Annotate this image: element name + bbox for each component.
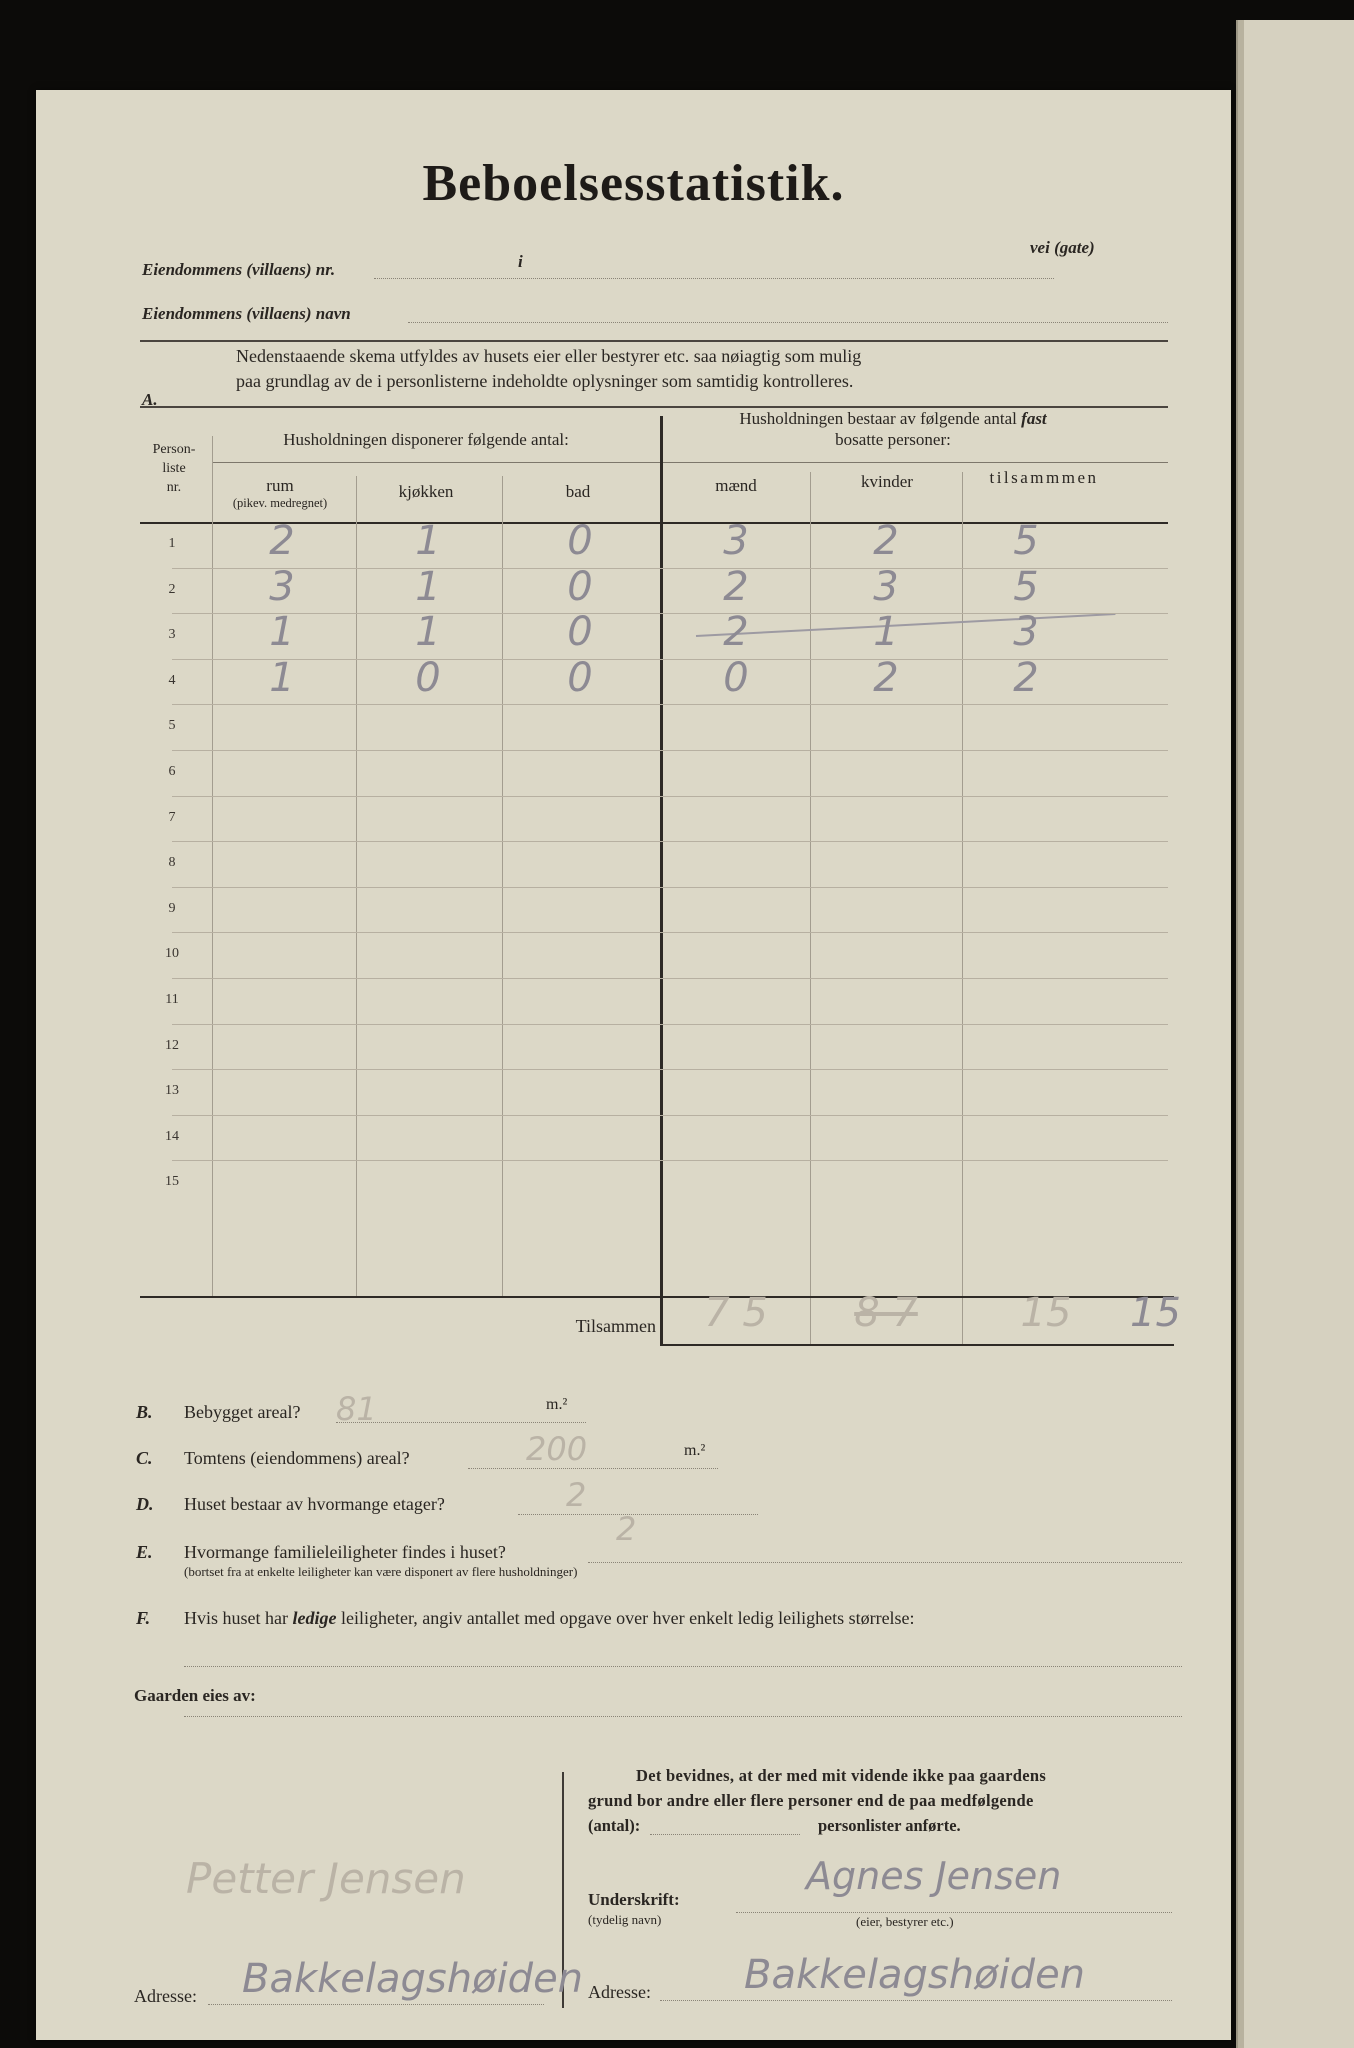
cell-kvinder: 2 [873, 654, 899, 701]
question-c-letter: C. [136, 1448, 153, 1468]
cell-bad: 0 [567, 654, 593, 701]
cell-bad: 0 [567, 563, 593, 610]
table-row-line [172, 1069, 1168, 1070]
declaration-line-2: grund bor andre eller flere personer end de paa medfølgende [588, 1791, 1034, 1810]
form-title: Beboelsesstatistik. [422, 155, 845, 212]
signature-line [736, 1912, 1172, 1913]
instruction-line-2: paa grundlag av de i personlisterne indeholdte oplysninger som samtidig kontrolleres. [236, 371, 854, 391]
owner-address-label: Adresse: [134, 1986, 197, 2006]
group-right-header-line2: bosatte personer: [835, 430, 951, 449]
signer-address: Bakkelagshøiden [744, 1952, 1086, 1998]
row-number: 14 [165, 1128, 179, 1144]
question-e-letter: E. [136, 1542, 153, 1562]
owner-label: Gaarden eies av: [134, 1686, 256, 1705]
adjacent-page [1236, 20, 1354, 2048]
owner-name: Petter Jensen [186, 1854, 466, 1903]
cell-tilsammen: 5 [1013, 518, 1039, 564]
signature-hint: (tydelig navn) [588, 1912, 662, 1927]
declaration-line-1: Det bevidnes, at der med mit vidende ikke paa gaardens [636, 1766, 1047, 1785]
row-number: 11 [165, 992, 179, 1007]
cell-kvinder: 2 [873, 518, 899, 564]
property-nr-label: Eiendommens (villaens) nr. [142, 260, 336, 279]
table-row-line [172, 932, 1168, 933]
row-number: 2 [168, 581, 176, 597]
total-margin-note: 15 [1130, 1290, 1181, 1336]
question-d-text: Huset bestaar av hvormange etager? [184, 1494, 445, 1514]
cell-rum: 1 [269, 609, 295, 656]
table-row-line [172, 978, 1168, 979]
question-f-text: Hvis huset har ledige leiligheter, angiv antallet med opgave over hver enkelt ledig leilighets størrelse: [184, 1608, 915, 1628]
total-tilsammen: 15 [1020, 1290, 1072, 1336]
question-b-unit: m.² [546, 1396, 568, 1413]
row-number: 10 [165, 946, 179, 962]
question-e-text: Hvormange familieleiligheter findes i huset? [184, 1542, 506, 1562]
cell-bad: 0 [567, 518, 593, 564]
table-row-line [172, 1024, 1168, 1025]
row-number: 3 [168, 627, 176, 643]
row-number: 9 [168, 900, 176, 916]
cell-tilsammen: 3 [1013, 609, 1039, 656]
col-maend-header: mænd [715, 476, 757, 495]
cell-rum: 1 [269, 654, 295, 701]
col-kvinder-header: kvinder [861, 472, 913, 491]
question-c-unit: m.² [684, 1442, 706, 1459]
question-b-letter: B. [136, 1402, 153, 1422]
cell-tilsammen: 5 [1013, 563, 1039, 610]
row-number: 5 [168, 718, 176, 734]
col-bad-header: bad [565, 482, 591, 501]
cell-rum: 2 [269, 518, 295, 564]
total-maend: 7 5 [704, 1290, 768, 1336]
cell-tilsammen: 2 [1013, 654, 1039, 701]
table-row-line [172, 704, 1168, 705]
declaration-line-3-post: personlister anførte. [818, 1816, 961, 1835]
row-number: 8 [168, 855, 176, 871]
table-row-line [172, 750, 1168, 751]
signer-address-line [660, 2000, 1172, 2001]
cell-kjokken: 0 [415, 654, 441, 701]
row-number: 7 [168, 809, 176, 825]
table-row-line [172, 887, 1168, 888]
col-tilsammen-header: tilsammmen [989, 468, 1099, 487]
question-c-text: Tomtens (eiendommens) areal? [184, 1448, 410, 1468]
signature-label: Underskrift: [588, 1890, 680, 1909]
question-d-answer: 2 [566, 1476, 587, 1514]
instruction-line-1: Nedenstaaende skema utfyldes av husets eier eller bestyrer etc. saa nøiagtig som mulig [236, 346, 862, 366]
group-left-header: Husholdningen disponerer følgende antal: [283, 430, 569, 449]
street-label: vei (gate) [1030, 238, 1095, 257]
col-kjokken-header: kjøkken [398, 482, 454, 501]
question-f-letter: F. [136, 1608, 151, 1628]
question-b-answer: 81 [336, 1390, 377, 1428]
cell-maend: 2 [723, 563, 749, 610]
col-rum-header: rum [266, 476, 294, 495]
table-row-line [172, 841, 1168, 842]
question-c-answer: 200 [526, 1430, 588, 1468]
question-e-note: (bortset fra at enkelte leiligheter kan være disponert av flere husholdninger) [184, 1564, 578, 1579]
cell-kjokken: 1 [415, 609, 441, 656]
owner-address: Bakkelagshøiden [242, 1956, 584, 2002]
signature-name: Agnes Jensen [806, 1854, 1062, 1898]
question-d-letter: D. [136, 1494, 154, 1514]
cell-bad: 0 [567, 609, 593, 656]
question-e-answer: 2 [616, 1510, 637, 1548]
table-row-line [172, 1115, 1168, 1116]
total-kvinder: 8 7 [854, 1290, 918, 1336]
declaration-line-3-pre: (antal): [588, 1816, 641, 1835]
cell-rum: 3 [269, 563, 295, 610]
property-name-label: Eiendommens (villaens) navn [142, 304, 351, 323]
row-number: 6 [168, 764, 176, 779]
cell-kvinder: 1 [873, 609, 899, 656]
row-number: 1 [168, 536, 176, 551]
cell-maend: 3 [723, 518, 749, 564]
cell-kjokken: 1 [415, 518, 441, 564]
cell-maend: 0 [723, 654, 749, 701]
signer-address-label: Adresse: [588, 1982, 651, 2002]
group-right-header: Husholdningen bestaar av følgende antal fast [739, 409, 1047, 428]
row-number: 13 [165, 1083, 179, 1099]
property-nr-line [374, 278, 1054, 279]
col-personliste-header: Person- liste nr. [152, 442, 196, 495]
property-name-line [408, 322, 1168, 323]
row-number: 4 [168, 672, 176, 688]
table-row-line [172, 796, 1168, 797]
cell-kvinder: 3 [873, 563, 899, 610]
antal-line [650, 1834, 800, 1835]
row-number: 15 [165, 1174, 179, 1190]
form-sheet [36, 90, 1231, 2040]
total-label: Tilsammen [575, 1316, 656, 1336]
col-rum-note: (pikev. medregnet) [232, 496, 328, 510]
question-b-text: Bebygget areal? [184, 1402, 301, 1422]
table-row-line [172, 1160, 1168, 1161]
signature-role: (eier, bestyrer etc.) [856, 1914, 954, 1929]
owner-address-line [208, 2004, 544, 2005]
property-i: i [518, 252, 523, 271]
cell-maend: 2 [723, 609, 749, 656]
section-a-label: A. [142, 390, 158, 409]
row-number: 12 [165, 1037, 179, 1053]
cell-kjokken: 1 [415, 563, 441, 610]
